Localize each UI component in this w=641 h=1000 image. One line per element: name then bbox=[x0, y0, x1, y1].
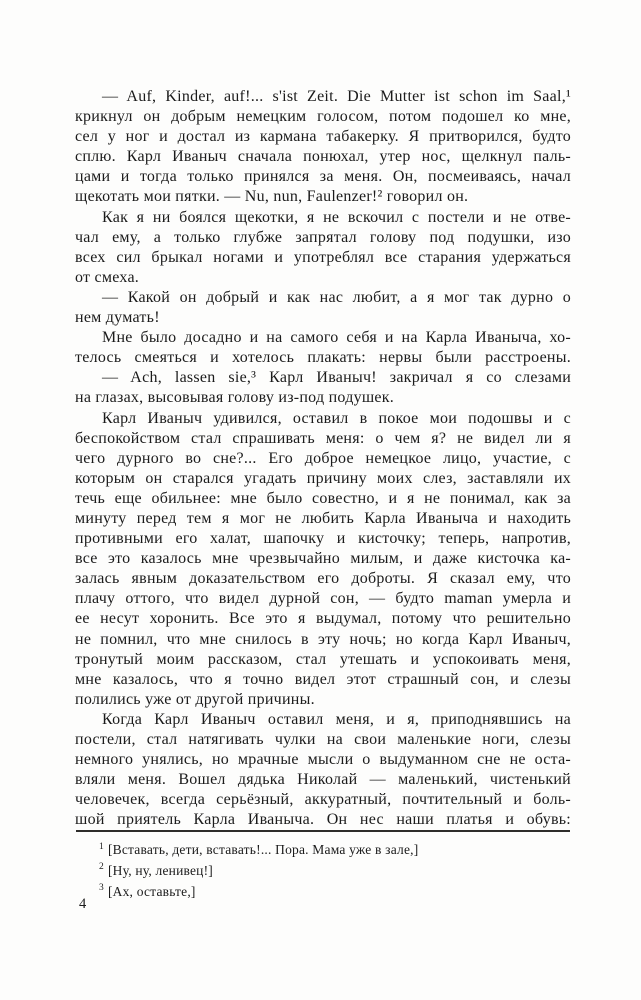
text-line: не помнил, что мне снилось в эту ночь; но когда Карл Иваныч, bbox=[75, 630, 571, 648]
footnote-marker: 1 bbox=[99, 841, 104, 852]
text-line: шой приятель Карла Иваныча. Он нес наши платья и обувь: bbox=[75, 811, 571, 829]
text-line: плачу оттого, что видел дурной сон, — будто maman умерла и bbox=[75, 590, 571, 608]
text-line: крикнул он добрым немецким голосом, потом подошел ко мне, bbox=[75, 108, 571, 126]
text-line: Карл Иваныч удивился, оставил в покое мои подошвы и с bbox=[102, 409, 571, 427]
page-number: 4 bbox=[79, 896, 87, 912]
text-line: Когда Карл Иваныч оставил меня, и я, приподнявшись на bbox=[102, 710, 571, 728]
paragraph bbox=[75, 87, 571, 208]
text-line: постели, стал натягивать чулки на свои маленькие ноги, слезы bbox=[75, 731, 571, 748]
text-line: человечек, всегда серьёзный, аккуратный, почтительный и боль- bbox=[75, 791, 571, 809]
text-line: чего дурного во сне?... Его доброе немецкое лицо, участие, с bbox=[75, 449, 571, 467]
footnote-marker: 2 bbox=[99, 862, 104, 873]
text-line: немного унялись, но мрачные мысли о выдуманном сне не оста- bbox=[75, 751, 571, 769]
text-line: вляли меня. Вошел дядька Николай — маленький, чистенький bbox=[75, 771, 571, 789]
text-line: беспокойством стал спрашивать меня: о чем я? не видел ли я bbox=[75, 429, 571, 447]
text-line: все это казалось мне чрезвычайно милым, и даже кисточка ка- bbox=[75, 550, 571, 568]
paragraph bbox=[75, 368, 571, 408]
text-line: Как я ни боялся щекотки, я не вскочил с постели и не отве- bbox=[102, 208, 571, 226]
footnote-text: [Ах, оставьте,] bbox=[107, 883, 196, 899]
text-line: — Какой он добрый и как нас любит, а я мог так дурно о bbox=[102, 288, 571, 306]
text-line: которым он старался угадать причину моих слез, заставляли их bbox=[75, 469, 571, 487]
text-line: чал ему, а только глубже запрятал голову под подушки, изо bbox=[75, 228, 571, 246]
footnote-marker: 3 bbox=[99, 883, 104, 894]
text-line: на глазах, высовывая голову из-под подушек. bbox=[75, 389, 395, 407]
text-line: нем думать! bbox=[75, 309, 160, 327]
text-line: течь еще обильнее: мне было совестно, и я не понимал, как за bbox=[75, 489, 571, 507]
paragraph bbox=[75, 208, 571, 288]
text-line: всех сил брыкал ногами и употреблял все старания удержаться bbox=[75, 248, 571, 266]
paragraph bbox=[75, 409, 571, 710]
text-line: сел у ног и достал из кармана табакерку. Я притворился, будто bbox=[75, 128, 571, 146]
text-line: сплю. Карл Иваныч сначала понюхал, утер нос, щелкнул паль- bbox=[75, 148, 571, 166]
footnote bbox=[75, 861, 571, 882]
text-line: мне казалось, что я точно видел этот страшный сон, и слезы bbox=[75, 670, 571, 688]
text-line: тронутый моим рассказом, стал утешать и успокоивать меня, bbox=[75, 650, 571, 668]
footnote-text: [Ну, ну, ленивец!] bbox=[107, 862, 214, 878]
footnote bbox=[75, 840, 571, 861]
text-line: цами и тогда только принялся за меня. Он, посмеиваясь, начал bbox=[75, 168, 571, 186]
text-line: противными его халат, шапочку и кисточку; теперь, напротив, bbox=[75, 530, 571, 548]
footnote-separator bbox=[76, 830, 570, 832]
text-line: от смеха. bbox=[75, 268, 140, 286]
text-line: — Auf, Kinder, auf!... s'ist Zeit. Die Mutter ist schon im Saal,¹ bbox=[102, 88, 571, 105]
text-line: щекотать мои пятки. — Nu, nun, Faulenzer!² говорил он. bbox=[75, 188, 469, 206]
text-line: ее несут хоронить. Все это я выдумал, потому что решительно bbox=[75, 610, 571, 628]
paragraph bbox=[75, 288, 571, 328]
text-line: Мне было досадно и на самого себя и на Карла Иваныча, хо- bbox=[102, 329, 571, 347]
footnotes-block bbox=[75, 840, 571, 902]
text-line: телось смеяться и хотелось плакать: нервы были расстроены. bbox=[75, 349, 571, 367]
paragraph bbox=[75, 710, 571, 831]
text-line: полились уже от другой причины. bbox=[75, 690, 315, 708]
text-line: — Ach, lassen sie,³ Карл Иваныч! закричал я со слезами bbox=[102, 369, 571, 387]
paragraph bbox=[75, 328, 571, 368]
footnote bbox=[75, 882, 571, 903]
main-text-block bbox=[75, 87, 571, 830]
footnote-text: [Вставать, дети, вставать!... Пора. Мама уже в зале,] bbox=[107, 842, 419, 857]
text-line: залась явным доказательством его доброты. Я сказал ему, что bbox=[75, 570, 571, 588]
text-line: минуту перед тем я мог не любить Карла Иваныча и находить bbox=[75, 509, 571, 527]
